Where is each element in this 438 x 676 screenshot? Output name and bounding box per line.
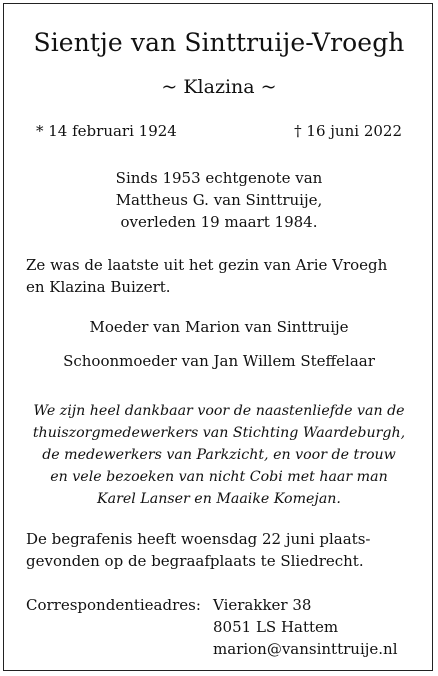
- address-email: marion@vansinttruije.nl: [213, 640, 398, 658]
- thanks-line: thuiszorgmedewerkers van Stichting Waardeburgh,: [32, 425, 406, 441]
- family-line: Ze was de laatste uit het gezin van Arie Vroegh: [26, 256, 388, 274]
- family-line: en Klazina Buizert.: [26, 278, 171, 296]
- thanks-line: Karel Lanser en Maaike Komejan.: [97, 491, 341, 507]
- birth-date: * 14 februari 1924: [36, 122, 177, 140]
- correspondence-label: Correspondentieadres:: [26, 596, 201, 614]
- family-paragraph: [26, 254, 412, 298]
- thanks-line: en vele bezoeken van nicht Cobi met haar man: [50, 469, 388, 485]
- thanks-paragraph: [0, 400, 438, 510]
- thanks-line: de medewerkers van Parkzicht, en voor de trouw: [42, 447, 396, 463]
- thanks-line: We zijn heel dankbaar voor de naastenliefde van de: [33, 403, 405, 419]
- burial-line: De begrafenis heeft woensdag 22 juni plaats-: [26, 530, 371, 548]
- spouse-paragraph: [0, 167, 438, 233]
- address-street: Vierakker 38: [213, 596, 312, 614]
- death-date: † 16 juni 2022: [294, 122, 402, 140]
- deceased-name: Sientje van Sinttruije-Vroegh: [33, 28, 405, 57]
- burial-paragraph: [26, 528, 412, 572]
- mother-line: Moeder van Marion van Sinttruije: [89, 318, 349, 336]
- burial-line: gevonden op de begraafplaats te Sliedrecht.: [26, 552, 364, 570]
- spouse-line: overleden 19 maart 1984.: [120, 213, 318, 231]
- spouse-line: Sinds 1953 echtgenote van: [115, 169, 323, 187]
- address-city: 8051 LS Hattem: [213, 618, 339, 636]
- spouse-line: Mattheus G. van Sinttruije,: [115, 191, 323, 209]
- nickname: ~ Klazina ~: [161, 76, 277, 98]
- mother-in-law-line: Schoonmoeder van Jan Willem Steffelaar: [63, 352, 375, 370]
